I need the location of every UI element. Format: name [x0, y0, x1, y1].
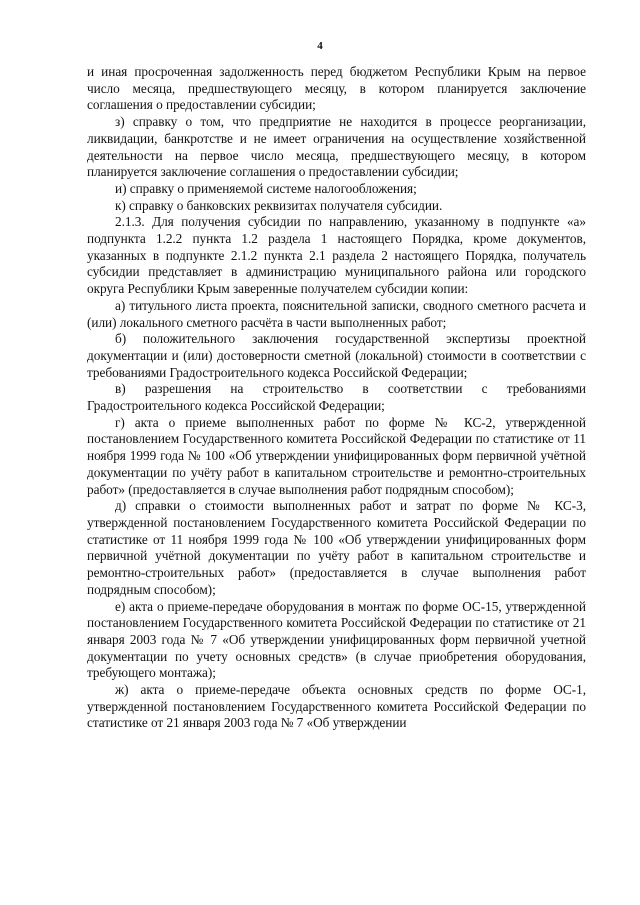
paragraph-item-k: к) справку о банковских реквизитах получателя субсидии.	[115, 197, 443, 213]
paragraph-item-e: е) акта о приеме-передаче оборудования в монтаж по форме ОС-15, утвержденной постановлением Государственного комитета Российской Федерации по статистике от 21 января 2003 года № 7 «Об утверждении унифицированных форм первичной учетной документации по учету основных средств» (в случае приобретения оборудования, требующего монтажа);	[87, 598, 586, 681]
paragraph-item-z: з) справку о том, что предприятие не находится в процессе реорганизации, ликвидации, банкротстве и не имеет ограничения на осуществление хозяйственной деятельности на первое число месяца, предшествующего месяцу, в котором планируется заключение соглашения о предоставлении субсидии;	[87, 114, 586, 180]
paragraph-item-a: а) титульного листа проекта, пояснительной записки, сводного сметного расчета и (или) локального сметного расчёта в части выполненных работ;	[87, 297, 586, 330]
paragraph-item-i: и) справку о применяемой системе налогообложения;	[115, 180, 417, 196]
document-body	[87, 64, 586, 732]
paragraph-item-b: б) положительного заключения государственной экспертизы проектной документации и (или) достоверности сметной (локальной) стоимости в соответствии с требованиями Градостроительного кодекса Российской Федерации;	[87, 331, 586, 380]
paragraph-continuation: и иная просроченная задолженность перед бюджетом Республики Крым на первое число месяца, предшествующего месяцу, в котором планируется заключение соглашения о предоставлении субсидии;	[87, 64, 586, 113]
paragraph-item-zh: ж) акта о приеме-передаче объекта основных средств по форме ОС-1, утвержденной постановлением Государственного комитета Российской Федерации по статистике от 21 января 2003 года № 7 «Об утверждении	[87, 682, 586, 731]
paragraph-2-1-3: 2.1.3. Для получения субсидии по направлению, указанному в подпункте «а» подпункта 1.2.2 пункта 1.2 раздела 1 настоящего Порядка, кроме документов, указанных в подпункте 2.1.2 пункта 2.1 раздела 2 настоящего Порядка, получатель субсидии представляет в администрацию муниципального района или городского округа Республики Крым заверенные получателем субсидии копии:	[87, 214, 586, 297]
page-number: 4	[317, 40, 323, 52]
paragraph-item-d: д) справки о стоимости выполненных работ и затрат по форме № КС-3, утвержденной постановлением Государственного комитета Российской Федерации по статистике от 11 ноября 1999 года № 100 «Об утверждении унифицированных форм первичной учётной документации по учёту работ в капитальном строительстве и ремонтно-строительных работ» (предоставляется в случае выполнения работ подрядным способом);	[87, 498, 586, 597]
paragraph-item-g: г) акта о приеме выполненных работ по форме № КС-2, утвержденной постановлением Государственного комитета Российской Федерации по статистике от 11 ноября 1999 года № 100 «Об утверждении унифицированных форм первичной учётной документации по учёту работ в капитальном строительстве и ремонтно-строительных работ» (предоставляется в случае выполнения работ подрядным способом);	[87, 414, 586, 497]
paragraph-item-v: в) разрешения на строительство в соответствии с требованиями Градостроительного кодекса Российской Федерации;	[87, 381, 586, 414]
